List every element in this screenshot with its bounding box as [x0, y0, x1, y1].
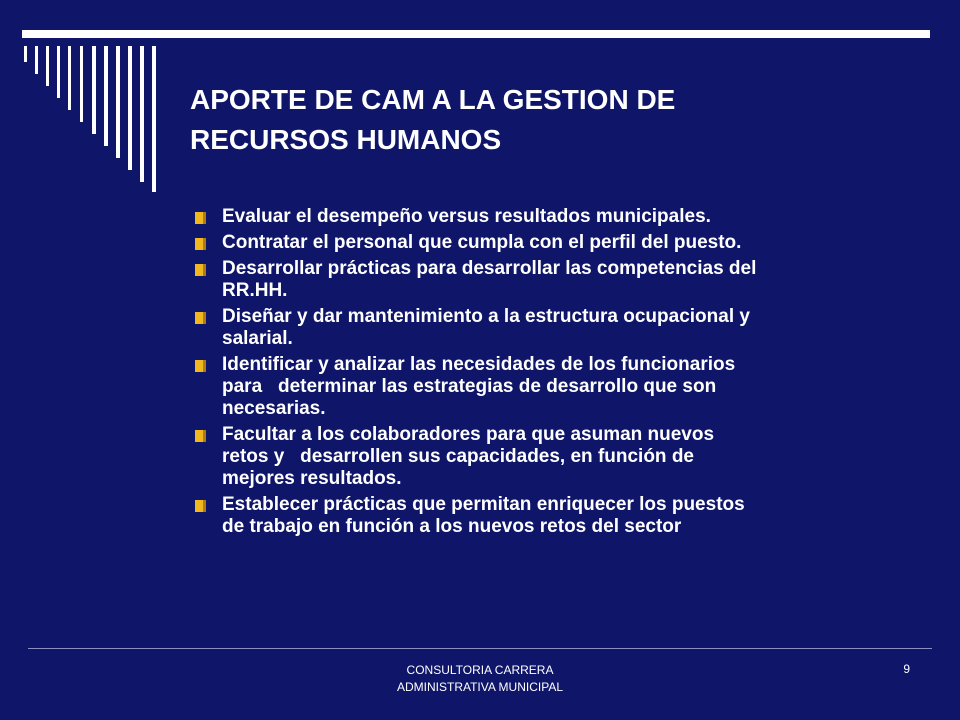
bullet-item	[190, 424, 910, 490]
page-number: 9	[903, 662, 910, 676]
footer-line-1: CONSULTORIA CARRERA	[406, 663, 554, 677]
slide-title-line-1: APORTE DE CAM A LA GESTION DE	[190, 84, 676, 115]
bullet-item	[190, 494, 910, 538]
square-bullet-icon	[195, 264, 206, 276]
decorative-stripe	[140, 46, 144, 182]
decorative-stripe	[92, 46, 96, 134]
bullet-text	[222, 424, 910, 490]
bullet-item	[190, 354, 910, 420]
bullet-text	[222, 354, 910, 420]
square-bullet-icon	[195, 500, 206, 512]
decorative-stripe	[152, 46, 156, 192]
bullet-item	[190, 258, 910, 302]
decorative-stripe	[35, 46, 38, 74]
decorative-stripe	[46, 46, 49, 86]
footer-text	[330, 662, 630, 696]
bullet-line: Contratar el personal que cumpla con el perfil del puesto.	[222, 232, 742, 253]
square-bullet-icon	[195, 238, 206, 250]
bullet-line: Establecer prácticas que permitan enriquecer los puestos	[222, 494, 745, 515]
decorative-stripe	[116, 46, 120, 158]
slide-title-line-2: RECURSOS HUMANOS	[190, 124, 502, 155]
slide-title	[190, 80, 910, 160]
decorative-stripe	[104, 46, 108, 146]
footer-divider	[28, 648, 932, 649]
decorative-stripe	[24, 46, 27, 62]
decorative-stripe	[68, 46, 71, 110]
bullet-line: de trabajo en función a los nuevos retos del sector	[222, 516, 682, 537]
bullet-line: Identificar y analizar las necesidades de los funcionarios	[222, 354, 736, 375]
square-bullet-icon	[195, 430, 206, 442]
decorative-stripe	[80, 46, 83, 122]
bullet-text	[222, 206, 910, 228]
bullet-item	[190, 206, 910, 228]
bullet-line: Evaluar el desempeño versus resultados municipales.	[222, 206, 711, 227]
bullet-line: Facultar a los colaboradores para que asuman nuevos	[222, 424, 715, 445]
bullet-line: Diseñar y dar mantenimiento a la estructura ocupacional y	[222, 306, 750, 327]
bullet-line: mejores resultados.	[222, 468, 402, 489]
bullet-item	[190, 306, 910, 350]
bullet-line: necesarias.	[222, 398, 326, 419]
bullet-line: Desarrollar prácticas para desarrollar las competencias del	[222, 258, 757, 279]
bullet-line: para determinar las estrategias de desarrollo que son	[222, 376, 717, 397]
bullet-line: retos y desarrollen sus capacidades, en función de	[222, 446, 694, 467]
bullet-text	[222, 232, 910, 254]
bullet-item	[190, 232, 910, 254]
square-bullet-icon	[195, 212, 206, 224]
top-decorative-bar	[22, 30, 930, 38]
footer-line-2: ADMINISTRATIVA MUNICIPAL	[396, 680, 564, 694]
decorative-stripe	[57, 46, 60, 98]
bullet-text	[222, 494, 910, 538]
bullet-text	[222, 258, 910, 302]
bullet-line: RR.HH.	[222, 280, 288, 301]
bullet-list	[190, 206, 910, 542]
bullet-line: salarial.	[222, 328, 293, 349]
square-bullet-icon	[195, 312, 206, 324]
square-bullet-icon	[195, 360, 206, 372]
bullet-text	[222, 306, 910, 350]
decorative-stripe	[128, 46, 132, 170]
